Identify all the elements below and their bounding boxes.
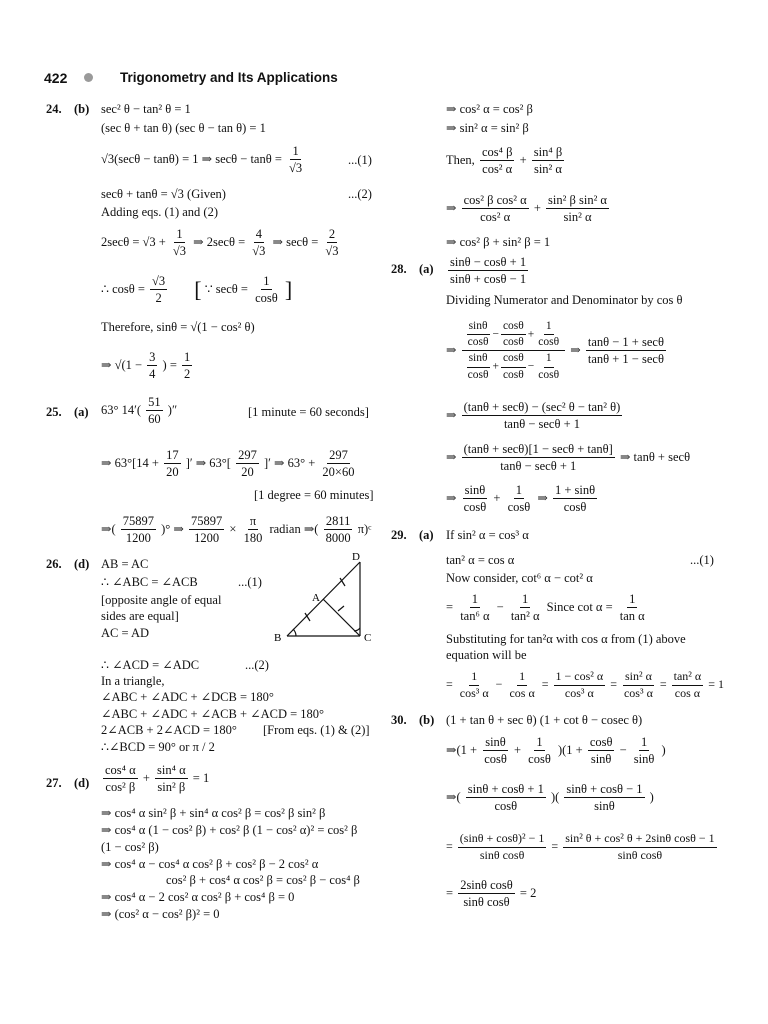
question-number: 27.	[46, 776, 62, 790]
term-fraction: $\frac{1}{\cos\theta}$	[538, 352, 560, 381]
solution-line: ∴ ∠ACD = ∠ADC	[101, 658, 200, 672]
term-fraction: $\frac{\cos\theta}{\cos\theta}$	[502, 320, 524, 349]
solution-line: ∴ cosθ = $\frac{√3}{2}$ [ ∵ secθ = $\frac{1}{\cos\theta}$ ]	[101, 274, 293, 306]
equation-ref: ...(2)	[245, 658, 269, 672]
solution-line: sec² θ − tan² θ = 1	[101, 102, 191, 116]
solution-line: secθ + tanθ = √3 (Given)	[101, 187, 226, 201]
solution-line: ⇒ $\frac{\text{(tanθ + secθ) − (sec² θ − tan² θ)}}{\tan\theta - \sec\theta + 1}$	[446, 400, 621, 432]
solution-line: ⇒ $\frac{\text{cos² β cos² α}}{\text{cos² α}}$ + $\frac{\text{sin² β sin² α}}{\text{sin² α}}$	[446, 193, 607, 225]
equation-ref: ...(1)	[348, 153, 372, 167]
solution-line: sides are equal]	[101, 609, 179, 623]
solution-line: = $\frac{\text{(sinθ + cosθ)² − 1}}{\text{sinθ cosθ}}$ = $\frac{\text{sin² θ + cos² θ + 2sinθ cosθ − 1}}{\text{sinθ cosθ}}$	[446, 831, 715, 862]
question-number: 28.	[391, 262, 407, 276]
note: [1 degree = 60 minutes]	[254, 488, 374, 502]
solution-line: ⇒(1 + $\frac{\sin\theta}{\cos\theta}$ + $\frac{1}{\cos\theta}$ )(1 + $\frac{\cos\theta}{\sin\theta}$ − $\frac{1}{\sin\theta}$ )	[446, 735, 666, 767]
solution-line: Adding eqs. (1) and (2)	[101, 205, 218, 219]
solution-line: ⇒( $\frac{\sin\theta + \cos\theta + 1}{\cos\theta}$ )( $\frac{\sin\theta + \cos\theta - 1}{\sin\theta}$ )	[446, 782, 654, 814]
vertex-label: A	[312, 592, 320, 604]
solution-line: ⇒ (cos² α − cos² β)² = 0	[101, 907, 220, 921]
solution-line: 2∠ACB + 2∠ACD = 180°	[101, 723, 237, 737]
equation-ref: ...(1)	[690, 553, 714, 567]
solution-line: AC = AD	[101, 626, 150, 640]
solution-line: In a triangle,	[101, 674, 165, 688]
solution-line: ⇒ 63°[14 + $\frac{17}{20}$ ]′ ⇒ 63°[ $\frac{297}{20}$ ]′ ⇒ 63° + $\frac{297}{20\times 60}$	[101, 448, 355, 480]
solution-line: $\frac{\text{cos⁴ α}}{\text{cos² β}}$ + $\frac{\text{sin⁴ α}}{\text{sin² β}}$ = 1	[105, 763, 210, 795]
vertex-label: B	[274, 632, 282, 644]
answer-option: (a)	[419, 262, 434, 276]
solution-line: ⇒ cos⁴ α − 2 cos² α cos² β + cos⁴ β = 0	[101, 890, 295, 904]
solution-line: Now consider, cot⁶ α − cot² α	[446, 571, 593, 585]
solution-line: (1 − cos² β)	[101, 840, 159, 854]
solution-line: ⇒ $\frac{\sin\theta}{\cos\theta}$ − $\frac{\cos\theta}{\cos\theta}$ + $\frac{1}{\cos\theta}$ $\frac{\sin\theta}{\cos\theta}$ + $\frac{\cos\theta}{\cos\theta}$ − $\frac{1}{\cos\theta}$ ⇒ $\frac{\tan\theta - 1 + \sec\theta}{\tan\theta + 1 - \sec\theta}$	[446, 320, 664, 381]
solution-line: ⇒ cos⁴ α (1 − cos² β) + cos² β (1 − cos² α)² = cos² β	[101, 823, 358, 837]
compound-numerator	[462, 320, 566, 351]
header-dot	[84, 73, 93, 82]
solution-line: 63° 14′( $\frac{51}{60}$ )″	[101, 395, 178, 427]
equation-ref: [From eqs. (1) & (2)]	[263, 723, 370, 737]
solution-line: = $\frac{1}{\text{cos³ α}}$ − $\frac{1}{\text{cos α}}$ = $\frac{\text{1 − cos² α}}{\text{cos³ α}}$ = $\frac{\text{sin² α}}{\text{cos³ α}}$ = $\frac{\text{tan² α}}{\text{cos α}}$ = 1	[446, 669, 724, 700]
solution-line: tan² α = cos α	[446, 553, 515, 567]
answer-option: (a)	[419, 528, 434, 542]
solution-line: √3(secθ − tanθ) = 1 ⇒ secθ − tanθ = $\frac{1}{√3}$	[101, 144, 303, 176]
vertex-label: D	[352, 551, 360, 563]
page-title: Trigonometry and Its Applications	[120, 70, 338, 85]
operator: +	[527, 328, 535, 341]
solution-line: ⇒ cos⁴ α sin² β + sin⁴ α cos² β = cos² β sin² β	[101, 806, 326, 820]
solution-line: ⇒ cos² β + sin² β = 1	[446, 235, 551, 249]
solution-line: equation will be	[446, 648, 527, 662]
triangle-figure	[272, 550, 382, 645]
term-fraction: $\frac{\sin\theta}{\cos\theta}$	[467, 352, 489, 381]
equation-ref: ...(2)	[348, 187, 372, 201]
solution-line: ⇒ cos² α = cos² β	[446, 102, 533, 116]
solution-line: Then, $\frac{\text{cos⁴ β}}{\text{cos² α}}$ + $\frac{\text{sin⁴ β}}{\text{sin² α}}$	[446, 145, 563, 177]
solution-line: [opposite angle of equal	[101, 593, 222, 607]
term-fraction: $\frac{1}{\cos\theta}$	[538, 320, 560, 349]
solution-line: = $\frac{1}{\text{tan⁶ α}}$ − $\frac{1}{\text{tan² α}}$ Since cot α = $\frac{1}{\text{tan α}}$	[446, 592, 645, 624]
answer-option: (b)	[74, 102, 90, 116]
operator: −	[527, 360, 535, 373]
solution-line: = $\frac{\text{2sinθ cosθ}}{\text{sinθ cosθ}}$ = 2	[446, 878, 537, 910]
question-number: 29.	[391, 528, 407, 542]
solution-line: ⇒ $\frac{\sin\theta}{\cos\theta}$ + $\frac{1}{\cos\theta}$ ⇒ $\frac{1 + \sin\theta}{\cos\theta}$	[446, 483, 596, 515]
solution-line: ⇒ sin² α = sin² β	[446, 121, 529, 135]
note: [1 minute = 60 seconds]	[248, 405, 369, 419]
operator: +	[492, 360, 499, 373]
solution-line: If sin² α = cos³ α	[446, 528, 529, 542]
compound-denominator	[462, 351, 566, 381]
solution-line: AB = AC	[101, 557, 149, 571]
term-fraction: $\frac{\sin\theta}{\cos\theta}$	[467, 320, 489, 349]
solution-line: (1 + tan θ + sec θ) (1 + cot θ − cosec θ)	[446, 713, 643, 727]
solution-line: ∠ABC + ∠ADC + ∠ACB + ∠ACD = 180°	[101, 707, 325, 721]
question-number: 24.	[46, 102, 62, 116]
solution-line: Substituting for tan²α with cos α from (1) above	[446, 632, 686, 646]
answer-option: (b)	[419, 713, 435, 727]
solution-line: ⇒ √(1 − $\frac{3}{4}$ ) = $\frac{1}{2}$	[101, 350, 191, 382]
solution-line: (sec θ + tan θ) (sec θ − tan θ) = 1	[101, 121, 266, 135]
solution-line: ∠ABC + ∠ADC + ∠DCB = 180°	[101, 690, 274, 704]
solution-line: ⇒ cos⁴ α − cos⁴ α cos² β + cos² β − 2 cos² α	[101, 857, 319, 871]
solution-line: cos² β + cos⁴ α cos² β = cos² β − cos⁴ β	[166, 873, 360, 887]
question-number: 26.	[46, 557, 62, 571]
answer-option: (a)	[74, 405, 89, 419]
question-number: 30.	[391, 713, 407, 727]
question-number: 25.	[46, 405, 62, 419]
term-fraction: $\frac{\cos\theta}{\cos\theta}$	[502, 352, 524, 381]
solution-line: 2secθ = √3 + $\frac{1}{√3}$ ⇒ 2secθ = $\frac{4}{√3}$ ⇒ secθ = $\frac{2}{√3}$	[101, 227, 339, 259]
solution-line: Therefore, sinθ = √(1 − cos² θ)	[101, 320, 255, 334]
answer-option: (d)	[74, 776, 90, 790]
vertex-label: C	[364, 632, 372, 644]
solution-line: Dividing Numerator and Denominator by cos θ	[446, 293, 683, 307]
answer-option: (d)	[74, 557, 90, 571]
solution-line: ⇒ $\frac{(\tan\theta + \sec\theta)[1 - \sec\theta + \tan\theta]}{\tan\theta - \sec\theta + 1}$ ⇒ tanθ + secθ	[446, 442, 691, 474]
equation-ref: ...(1)	[238, 575, 262, 589]
page-number: 422	[44, 70, 68, 86]
solution-line: ∴ ∠ABC = ∠ACB	[101, 575, 198, 589]
solution-line: ⇒( $\frac{75897}{1200}$ )° ⇒ $\frac{75897}{1200}$ × $\frac{\pi}{180}$ radian ⇒( $\frac{2811}{8000}$ π)ᶜ	[101, 514, 372, 546]
solution-line: ∴∠BCD = 90° or π / 2	[101, 740, 215, 754]
solution-line: $\frac{\sin\theta - \cos\theta + 1}{\sin\theta + \cos\theta - 1}$	[450, 255, 527, 287]
operator: −	[492, 328, 499, 341]
